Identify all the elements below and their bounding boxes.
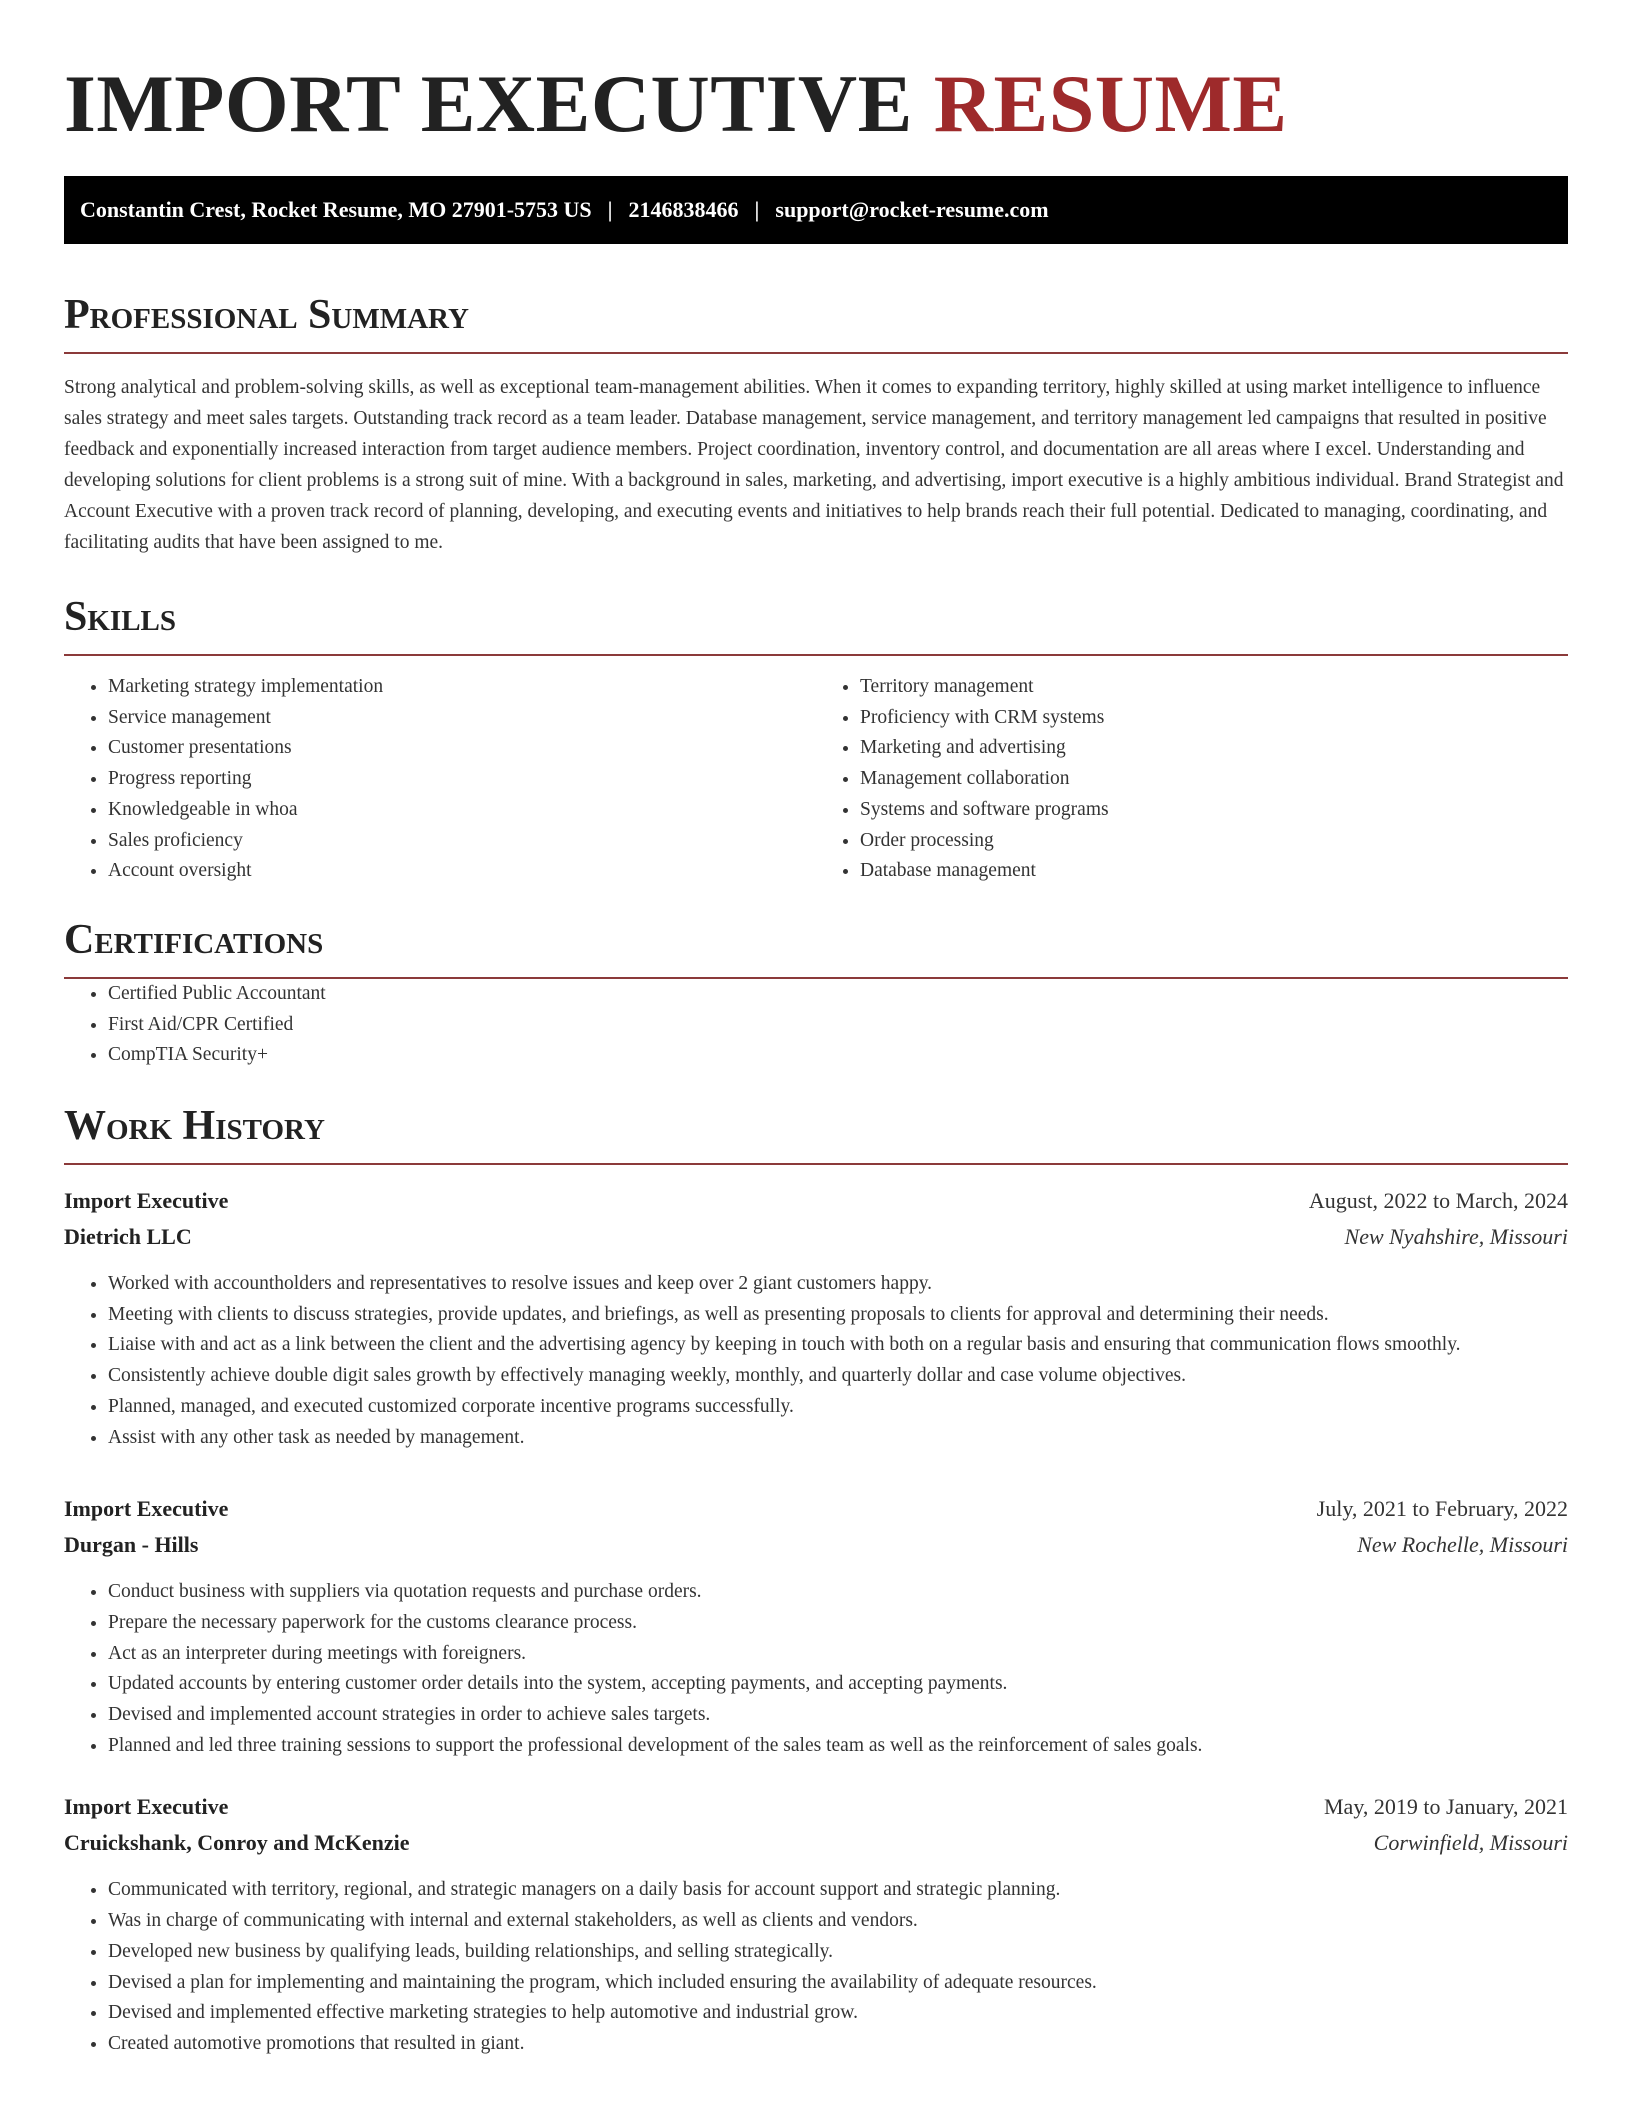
job-duty: • Assist with any other task as needed by management. [108,1423,1568,1454]
skills-heading: Skills [64,594,177,640]
certification-item: • First Aid/CPR Certified [108,1010,1568,1041]
job-duty: • Liaise with and act as a link between the client and the advertising agency by keeping in touch with both on a regular basis and ensuring that communication flows smoothly. [108,1330,1568,1361]
skill-item: • Management collaboration [860,764,1568,795]
certification-item: • CompTIA Security+ [108,1040,1568,1071]
contact-bar [64,176,1568,244]
skill-item: • Marketing and advertising [860,733,1568,764]
skill-item: • Customer presentations [108,733,816,764]
job-duties [64,1577,1568,1761]
certifications-section [64,915,1568,1071]
job-company: Cruickshank, Conroy and McKenzie [64,1830,410,1856]
job-title: Import Executive [64,1188,229,1214]
work-history-heading: Work History [64,1103,325,1150]
section-divider [64,654,1568,656]
contact-phone: 2146838466 [628,197,739,222]
skill-item: • Proficiency with CRM systems [860,703,1568,734]
certifications-list [64,979,1568,1071]
job-entry [64,1789,1568,2059]
job-title: Import Executive [64,1794,229,1820]
contact-separator: | [754,197,760,222]
skill-item: • Knowledgeable in whoa [108,795,816,826]
section-divider [64,352,1568,354]
job-location: New Rochelle, Missouri [1357,1532,1568,1558]
certification-item: • Certified Public Accountant [108,979,1568,1010]
job-duty: • Devised and implemented effective marketing strategies to help automotive and industrial grow. [108,1998,1568,2029]
job-duty: • Created automotive promotions that resulted in giant. [108,2029,1568,2060]
job-duty: • Devised a plan for implementing and maintaining the program, which included ensuring the availability of adequate resources. [108,1968,1568,1999]
section-divider [64,1163,1568,1165]
job-location: Corwinfield, Missouri [1373,1830,1568,1856]
resume-page [64,58,1568,2060]
job-duty: • Prepare the necessary paperwork for the customs clearance process. [108,1608,1568,1639]
job-duty: • Developed new business by qualifying leads, building relationships, and selling strategically. [108,1937,1568,1968]
contact-separator: | [607,197,613,222]
resume-title [64,58,1568,150]
job-location: New Nyahshire, Missouri [1344,1224,1568,1250]
job-entry [64,1183,1568,1453]
skill-item: • Database management [860,856,1568,887]
job-duty: • Conduct business with suppliers via quotation requests and purchase orders. [108,1577,1568,1608]
job-duty: • Planned, managed, and executed customized corporate incentive programs successfully. [108,1392,1568,1423]
summary-heading: Professional Summary [64,292,469,338]
skill-item: • Systems and software programs [860,795,1568,826]
skills-grid [64,672,1568,887]
skill-item: • Sales proficiency [108,826,816,857]
job-duties [64,1269,1568,1453]
job-title: Import Executive [64,1496,229,1522]
skill-item: • Order processing [860,826,1568,857]
contact-address: Constantin Crest, Rocket Resume, MO 27901-5753 US [80,197,592,222]
skill-item: • Service management [108,703,816,734]
job-duties [64,1875,1568,2059]
resume-title-main: IMPORT EXECUTIVE [64,58,913,149]
work-history-section [64,1101,1568,2060]
job-company: Dietrich LLC [64,1224,192,1250]
certifications-heading: Certifications [64,916,324,963]
skill-item: • Marketing strategy implementation [108,672,816,703]
job-dates: July, 2021 to February, 2022 [1316,1496,1568,1522]
contact-email: support@rocket-resume.com [775,197,1049,222]
skill-item: • Progress reporting [108,764,816,795]
skills-list-right [816,672,1568,887]
skills-section [64,592,1568,887]
job-dates: August, 2022 to March, 2024 [1308,1188,1568,1214]
job-duty: • Updated accounts by entering customer order details into the system, accepting payments, and accepting payments. [108,1669,1568,1700]
job-duty: • Devised and implemented account strategies in order to achieve sales targets. [108,1700,1568,1731]
job-duty: • Worked with accountholders and representatives to resolve issues and keep over 2 giant customers happy. [108,1269,1568,1300]
job-duty: • Planned and led three training sessions to support the professional development of the sales team as well as the reinforcement of sales goals. [108,1731,1568,1762]
skill-item: • Territory management [860,672,1568,703]
job-duty: • Meeting with clients to discuss strategies, provide updates, and briefings, as well as presenting proposals to clients for approval and determining their needs. [108,1300,1568,1331]
summary-section [64,290,1568,558]
skills-list-left [64,672,816,887]
job-duty: • Act as an interpreter during meetings with foreigners. [108,1639,1568,1670]
job-duty: • Communicated with territory, regional, and strategic managers on a daily basis for account support and strategic planning. [108,1875,1568,1906]
resume-title-accent: RESUME [933,58,1288,149]
job-dates: May, 2019 to January, 2021 [1324,1794,1568,1820]
skill-item: • Account oversight [108,856,816,887]
job-duty: • Was in charge of communicating with internal and external stakeholders, as well as clients and vendors. [108,1906,1568,1937]
summary-text: Strong analytical and problem-solving skills, as well as exceptional team-management abilities. When it comes to expanding territory, highly skilled at using market intelligence to influence sales strategy and meet sales targets. Outstanding track record as a team leader. Database management, service management, and territory management led campaigns that resulted in positive feedback and exponentially increased interaction from target audience members. Project coordination, inventory control, and documentation are all areas where I excel. Understanding and developing solutions for client problems is a strong suit of mine. With a background in sales, marketing, and advertising, import executive is a highly ambitious individual. Brand Strategist and Account Executive with a proven track record of planning, developing, and executing events and initiatives to help brands reach their full potential. Dedicated to managing, coordinating, and facilitating audits that have been assigned to me. [64,377,1564,553]
job-company: Durgan - Hills [64,1532,199,1558]
job-entry [64,1491,1568,1761]
job-duty: • Consistently achieve double digit sales growth by effectively managing weekly, monthly, and quarterly dollar and case volume objectives. [108,1361,1568,1392]
